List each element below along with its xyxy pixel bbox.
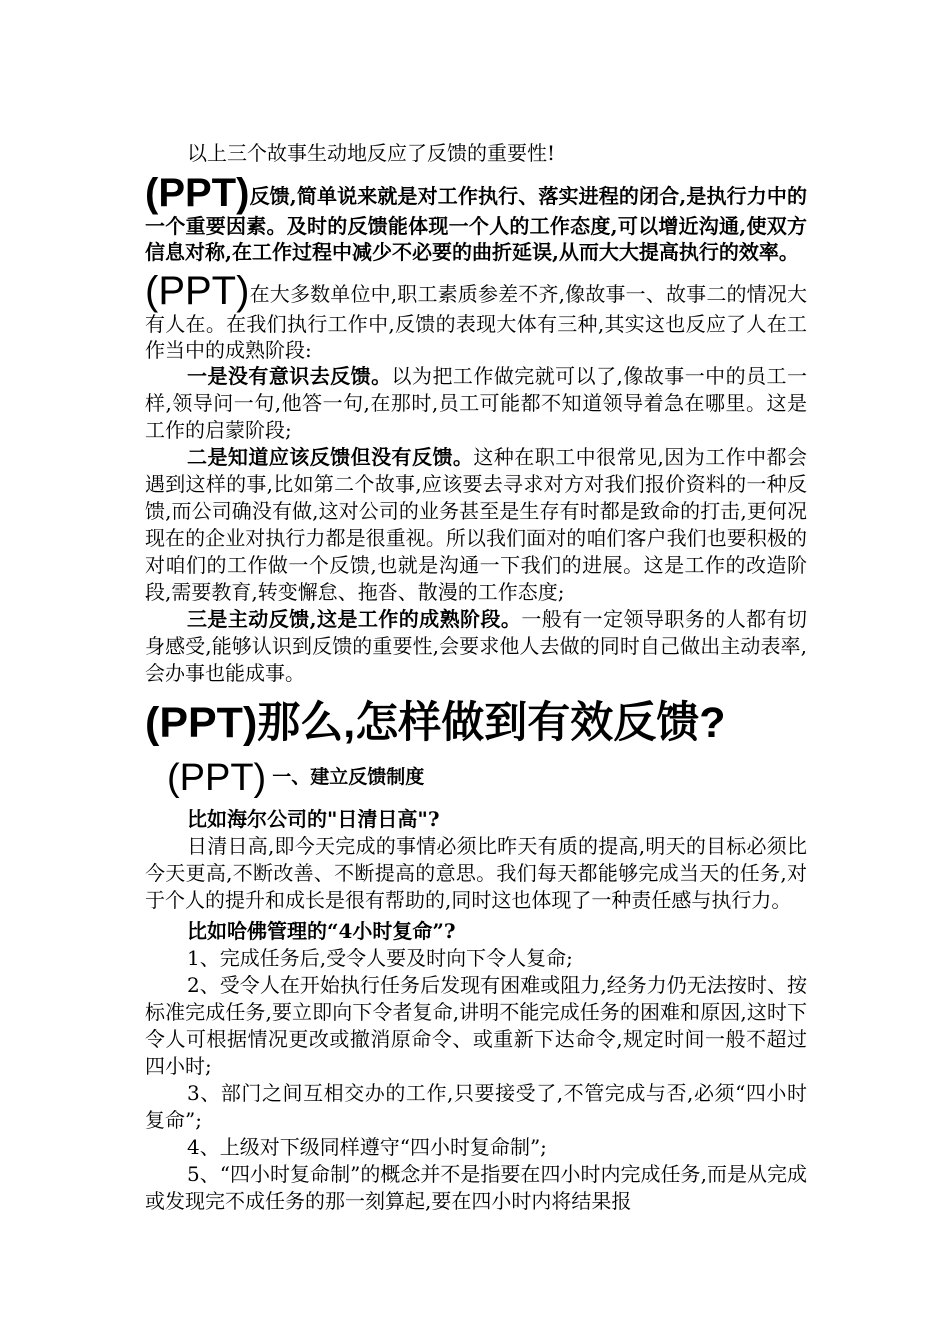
ppt-tag: (PPT): [145, 171, 250, 215]
rule-item: 2、受令人在开始执行任务后发现有困难或阻力,经务力仍无法按时、按标准完成任务,要立即向下令者复命,讲明不能完成任务的困难和原因,这时下令人可根据情况更改或撤消原命令、或重新下达命令,规定时间一般不超过四小时;: [145, 973, 807, 1078]
haier-example-paragraph: 日清日高,即今天完成的事情必须比昨天有质的提高,明天的目标必须比今天更高,不断改善、不断提高的意思。我们每天都能够完成当天的任务,对于个人的提升和成长是很有帮助的,同时这也体现了一种责任感与执行力。: [145, 834, 807, 912]
subsection-heading-text: 一、建立反馈制度: [272, 766, 425, 788]
document-page: [145, 140, 807, 1215]
intro-paragraph: 以上三个故事生动地反应了反馈的重要性!: [187, 141, 556, 165]
harvard-example-title: 比如哈佛管理的“4小时复命”?: [187, 919, 456, 943]
section-heading: (PPT)那么,怎样做到有效反馈?: [145, 699, 726, 747]
stage-one-label: 一是没有意识去反馈。: [187, 364, 392, 388]
stage-three-paragraph: [145, 606, 807, 687]
stage-two-paragraph: [145, 444, 807, 606]
subsection-heading: [145, 757, 807, 802]
ppt-tag: (PPT): [167, 757, 267, 799]
stage-two-label: 二是知道应该反馈但没有反馈。: [187, 445, 474, 469]
stage-one-paragraph: [145, 363, 807, 444]
stage-three-label: 三是主动反馈,这是工作的成熟阶段。: [187, 607, 522, 631]
feedback-stages-intro-text: 在大多数单位中,职工素质参差不齐,像故事一、故事二的情况大有人在。在我们执行工作中,反馈的表现大体有三种,其实这也反应了人在工作当中的成熟阶段:: [145, 282, 807, 362]
feedback-definition-paragraph: [145, 173, 807, 265]
rule-item: 4、上级对下级同样遵守“四小时复命制”;: [187, 1135, 547, 1159]
feedback-stages-intro-paragraph: [145, 271, 807, 363]
rule-item: 5、“四小时复命制”的概念并不是指要在四小时内完成任务,而是从完成或发现完不成任务的那一刻算起,要在四小时内将结果报: [145, 1162, 807, 1213]
stage-one-text: 以为把工作做完就可以了,像故事一中的员工一样,领导问一句,他答一句,在那时,员工可能都不知道领导着急在哪里。这是工作的启蒙阶段;: [145, 364, 807, 442]
rule-item: 3、部门之间互相交办的工作,只要接受了,不管完成与否,必须“四小时复命”;: [145, 1081, 807, 1132]
ppt-tag: (PPT): [145, 269, 250, 313]
haier-example-title: 比如海尔公司的"日清日高"?: [187, 807, 440, 831]
stage-three-text: 一般有一定领导职务的人都有切身感受,能够认识到反馈的重要性,会要求他人去做的同时自己做出主动表率,会办事也能成事。: [145, 607, 808, 685]
stage-two-text: 这种在职工中很常见,因为工作中都会遇到这样的事,比如第二个故事,应该要去寻求对方对我们报价资料的一种反馈,而公司确没有做,这对公司的业务甚至是生存有时都是致命的打击,更何况现在的企业对执行力都是很重视。所以我们面对的咱们客户我们也要积极的对咱们的工作做一个反馈,也就是沟通一下我们的进展。这是工作的改造阶段,需要教育,转变懈怠、拖沓、散漫的工作态度;: [145, 445, 808, 604]
feedback-definition-text: 反馈,简单说来就是对工作执行、落实进程的闭合,是执行力中的一个重要因素。及时的反馈能体现一个人的工作态度,可以增近沟通,使双方信息对称,在工作过程中减少不必要的曲折延误,从而大大提高执行的效率。: [145, 184, 807, 264]
rule-item: 1、完成任务后,受令人要及时向下令人复命;: [187, 946, 573, 970]
